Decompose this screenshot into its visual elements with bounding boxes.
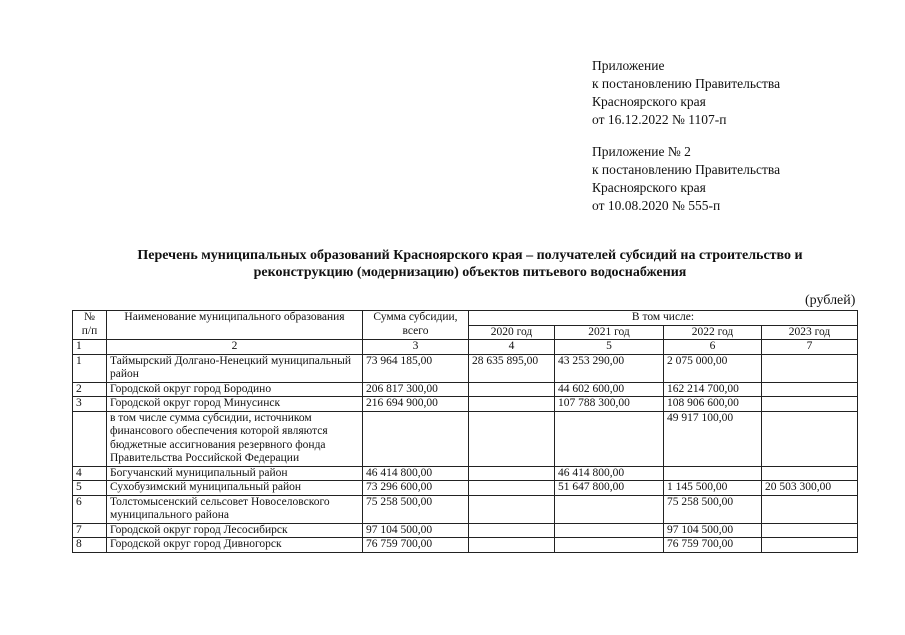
document-title bbox=[60, 247, 880, 281]
header-name: Наименование муниципального образования bbox=[107, 311, 363, 340]
annex-line: от 10.08.2020 № 555-п bbox=[592, 198, 721, 213]
municipality-name: Городской округ город Минусинск bbox=[107, 397, 363, 412]
row-number: 2 bbox=[73, 382, 107, 397]
header-year-2021: 2021 год bbox=[555, 325, 664, 340]
amount-2023 bbox=[762, 495, 858, 523]
header-year-2020: 2020 год bbox=[469, 325, 555, 340]
municipality-name: Городской округ город Лесосибирск bbox=[107, 523, 363, 538]
header-number-top: № bbox=[84, 311, 95, 323]
amount-2020: 28 635 895,00 bbox=[469, 354, 555, 382]
subsidy-total: 76 759 700,00 bbox=[363, 538, 469, 553]
amount-2020 bbox=[469, 495, 555, 523]
title-line-2: реконструкцию (модернизацию) объектов питьевого водоснабжения bbox=[253, 265, 687, 280]
table-row bbox=[73, 466, 858, 481]
amount-2023 bbox=[762, 382, 858, 397]
header-year-2023: 2023 год bbox=[762, 325, 858, 340]
amount-2021 bbox=[555, 411, 664, 466]
amount-2022: 108 906 600,00 bbox=[664, 397, 762, 412]
column-number-row bbox=[73, 340, 858, 355]
header-sum-bottom: всего bbox=[402, 324, 429, 337]
table-row bbox=[73, 538, 858, 553]
row-number: 4 bbox=[73, 466, 107, 481]
amount-2022: 162 214 700,00 bbox=[664, 382, 762, 397]
amount-2023: 20 503 300,00 bbox=[762, 481, 858, 496]
table-row bbox=[73, 382, 858, 397]
amount-2022: 97 104 500,00 bbox=[664, 523, 762, 538]
table-row bbox=[73, 495, 858, 523]
annex-block-1 bbox=[592, 57, 780, 129]
amount-2022: 2 075 000,00 bbox=[664, 354, 762, 382]
header-including: В том числе: bbox=[469, 311, 858, 326]
subsidy-total: 46 414 800,00 bbox=[363, 466, 469, 481]
amount-2022: 76 759 700,00 bbox=[664, 538, 762, 553]
title-line-1: Перечень муниципальных образований Красноярского края – получателей субсидий на строительство и bbox=[137, 248, 803, 263]
table-row bbox=[73, 523, 858, 538]
amount-2021: 46 414 800,00 bbox=[555, 466, 664, 481]
subsidy-total: 73 296 600,00 bbox=[363, 481, 469, 496]
header-year-2022: 2022 год bbox=[664, 325, 762, 340]
municipality-name: в том числе сумма субсидии, источником финансового обеспечения которой являются бюджетные ассигнования резервного фонда Правительства Российской Федерации bbox=[107, 411, 363, 466]
amount-2021 bbox=[555, 538, 664, 553]
column-number: 2 bbox=[107, 340, 363, 355]
amount-2022 bbox=[664, 466, 762, 481]
header-sum bbox=[363, 311, 469, 340]
annex-line: Красноярского края bbox=[592, 94, 706, 109]
row-number: 3 bbox=[73, 397, 107, 412]
annex-block-2 bbox=[592, 143, 780, 215]
amount-2020 bbox=[469, 397, 555, 412]
header-row bbox=[73, 311, 858, 326]
municipality-name: Толстомысенский сельсовет Новоселовского муниципального района bbox=[107, 495, 363, 523]
amount-2023 bbox=[762, 538, 858, 553]
table-row bbox=[73, 411, 858, 466]
amount-2020 bbox=[469, 538, 555, 553]
amount-2020 bbox=[469, 481, 555, 496]
amount-2020 bbox=[469, 382, 555, 397]
amount-2023 bbox=[762, 466, 858, 481]
column-number: 4 bbox=[469, 340, 555, 355]
municipality-name: Богучанский муниципальный район bbox=[107, 466, 363, 481]
municipality-name: Городской округ город Дивногорск bbox=[107, 538, 363, 553]
municipality-name: Городской округ город Бородино bbox=[107, 382, 363, 397]
row-number bbox=[73, 411, 107, 466]
table-row bbox=[73, 397, 858, 412]
header-number-bottom: п/п bbox=[81, 324, 98, 337]
amount-2021: 43 253 290,00 bbox=[555, 354, 664, 382]
table-body bbox=[73, 311, 858, 553]
annex-line: Красноярского края bbox=[592, 180, 706, 195]
row-number: 1 bbox=[73, 354, 107, 382]
amount-2023 bbox=[762, 411, 858, 466]
table-row bbox=[73, 481, 858, 496]
amount-2021: 51 647 800,00 bbox=[555, 481, 664, 496]
amount-2021: 107 788 300,00 bbox=[555, 397, 664, 412]
amount-2021 bbox=[555, 523, 664, 538]
table-row bbox=[73, 354, 858, 382]
amount-2022: 1 145 500,00 bbox=[664, 481, 762, 496]
municipality-name: Сухобузимский муниципальный район bbox=[107, 481, 363, 496]
subsidy-total: 97 104 500,00 bbox=[363, 523, 469, 538]
amount-2023 bbox=[762, 354, 858, 382]
row-number: 8 bbox=[73, 538, 107, 553]
annex-line: Приложение bbox=[592, 58, 665, 73]
amount-2020 bbox=[469, 523, 555, 538]
annex-line: к постановлению Правительства bbox=[592, 162, 781, 177]
header-number bbox=[73, 311, 107, 340]
row-number: 5 bbox=[73, 481, 107, 496]
subsidy-total: 75 258 500,00 bbox=[363, 495, 469, 523]
column-number: 5 bbox=[555, 340, 664, 355]
units-label: (рублей) bbox=[805, 293, 856, 308]
municipality-name: Таймырский Долгано-Ненецкий муниципальный район bbox=[107, 354, 363, 382]
annex-line: Приложение № 2 bbox=[592, 144, 691, 159]
amount-2023 bbox=[762, 397, 858, 412]
amount-2021 bbox=[555, 495, 664, 523]
subsidy-table bbox=[72, 310, 858, 553]
column-number: 6 bbox=[664, 340, 762, 355]
amount-2020 bbox=[469, 411, 555, 466]
row-number: 6 bbox=[73, 495, 107, 523]
column-number: 7 bbox=[762, 340, 858, 355]
annex-line: к постановлению Правительства bbox=[592, 76, 781, 91]
subsidy-total: 73 964 185,00 bbox=[363, 354, 469, 382]
header-sum-top: Сумма субсидии, bbox=[373, 311, 458, 323]
amount-2022: 49 917 100,00 bbox=[664, 411, 762, 466]
amount-2020 bbox=[469, 466, 555, 481]
column-number: 1 bbox=[73, 340, 107, 355]
amount-2023 bbox=[762, 523, 858, 538]
annex-line: от 16.12.2022 № 1107-п bbox=[592, 112, 727, 127]
amount-2022: 75 258 500,00 bbox=[664, 495, 762, 523]
row-number: 7 bbox=[73, 523, 107, 538]
subsidy-total bbox=[363, 411, 469, 466]
amount-2021: 44 602 600,00 bbox=[555, 382, 664, 397]
subsidy-total: 216 694 900,00 bbox=[363, 397, 469, 412]
subsidy-total: 206 817 300,00 bbox=[363, 382, 469, 397]
column-number: 3 bbox=[363, 340, 469, 355]
